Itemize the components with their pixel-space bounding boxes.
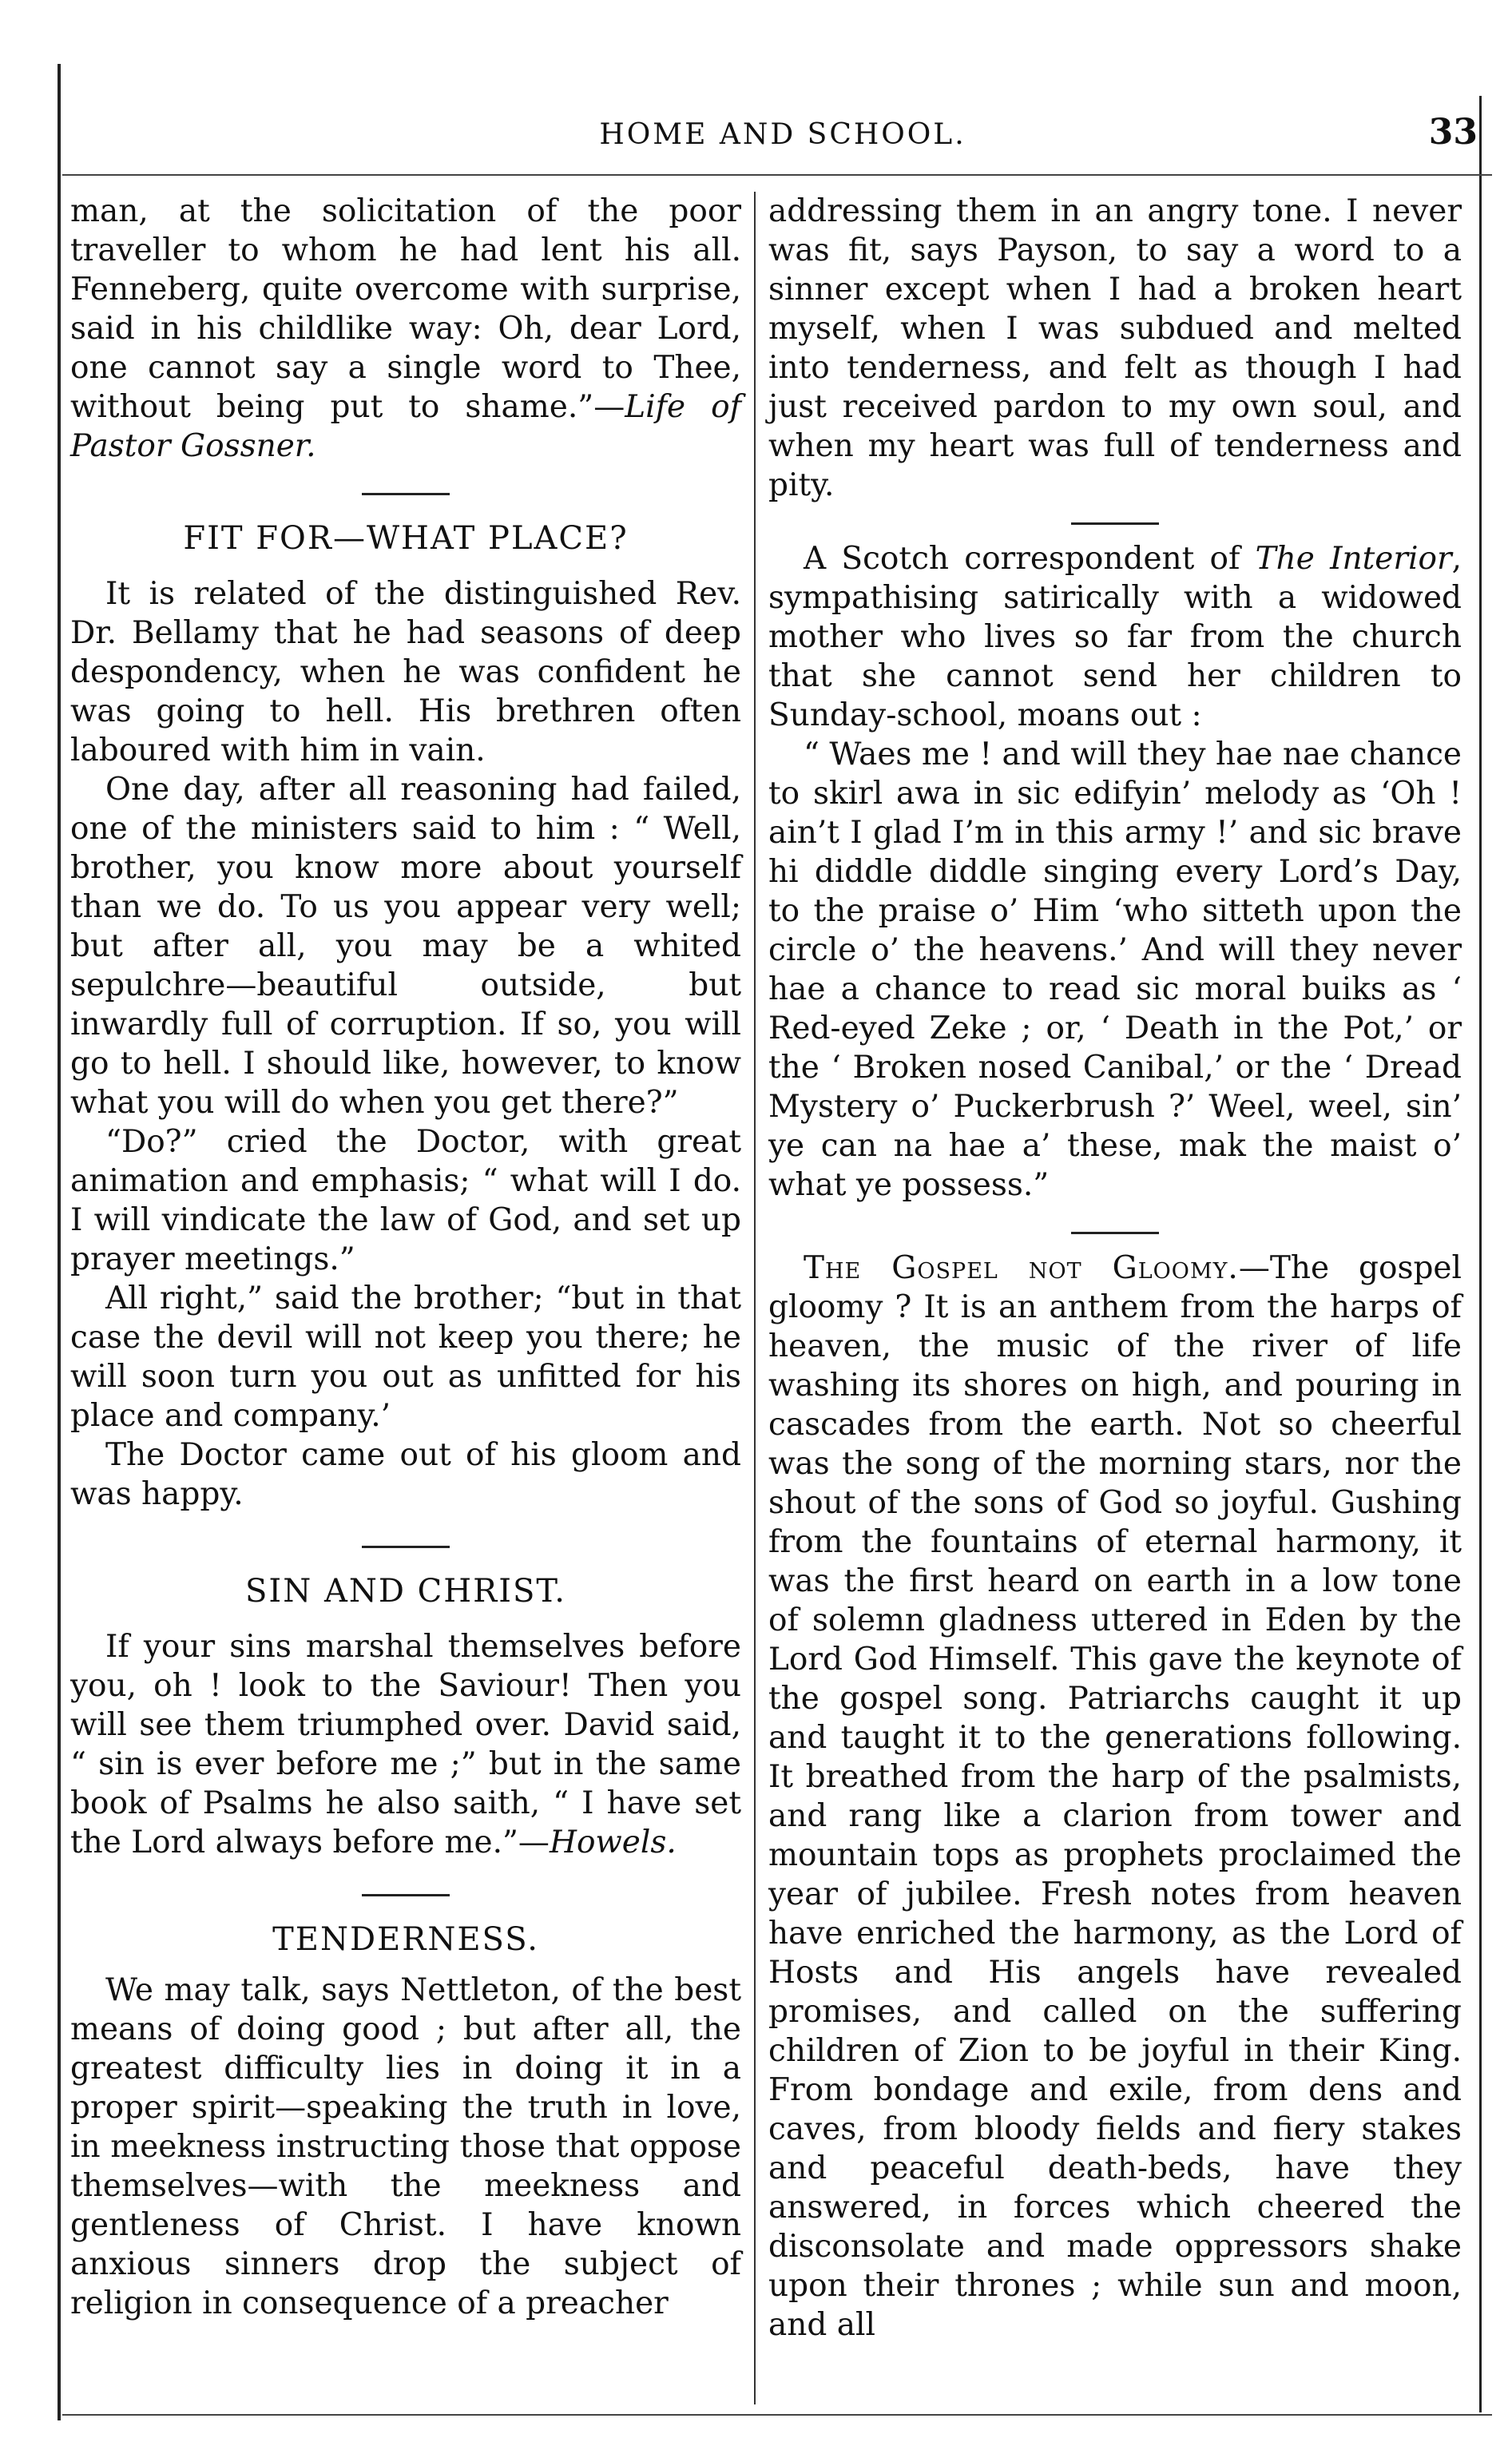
howels-citation: Howels. bbox=[549, 1825, 677, 1860]
the-interior-title: The Interior bbox=[1255, 541, 1452, 577]
gossner-citation: Life of Pastor Gossner. bbox=[70, 389, 742, 464]
gossner-paragraph: man, at the solicitation of the poor traveller to whom he had lent his all. Fenneberg, quite overcome with surprise, said in his childlike way: Oh, dear Lord, one cannot say a single word to Thee, without being put to shame.”—Life of Pastor Gossner. bbox=[70, 193, 742, 464]
right-column bbox=[768, 192, 1462, 2345]
running-title: HOME AND SCHOOL. bbox=[599, 118, 966, 151]
scotch-paragraph-1: A Scotch correspondent of The Interior, sympathising satirically with a widowed mother who lives so far from the church that she cannot send her children to Sunday-school, moans out : bbox=[768, 541, 1462, 733]
fit-paragraph-2: One day, after all reasoning had failed, one of the ministers said to him : “ Well, brother, you know more about yourself than we do. To us you appear very well; but after all, you may be a whited sepulchre—beautiful outside, but inwardly full of corruption. If so, you will go to hell. I should like, however, to know what you will do when you get there?” bbox=[70, 772, 741, 1121]
fit-paragraph-4: All right,” said the brother; “but in that case the devil will not keep you there; he will soon turn you out as unfitted for his place and company.’ bbox=[70, 1281, 741, 1434]
heading-sin-and-christ: SIN AND CHRIST. bbox=[245, 1573, 566, 1610]
tenderness-continued: addressing them in an angry tone. I never was fit, says Payson, to say a word to a sinner except when I had a broken heart myself, when I was subdued and melted into tenderness, and felt as though I had just received pardon to my own soul, and when my heart was full of tenderness and pity. bbox=[768, 193, 1462, 503]
page-number: 33 bbox=[1428, 112, 1478, 153]
scotch-paragraph-2: “ Waes me ! and will they hae nae chance to skirl awa in sic edifyin’ melody as ‘Oh ! ain’t I glad I’m in this army !’ and sic brave hi diddle diddle singing every Lord’s Day, to the praise o’ Him ‘who sitteth upon the circle o’ the heavens.’ And will they never hae a chance to read sic moral buiks as ‘ Red-eyed Zeke ; or, ‘ Death in the Pot,’ or the ‘ Broken nosed Canibal,’ or the ‘ Dread Mystery o’ Puckerbrush ?’ Weel, weel, sin’ ye can na hae a’ these, mak the maist o’ what ye possess.” bbox=[768, 737, 1462, 1203]
header-rule bbox=[62, 174, 1492, 176]
heading-fit-for-what-place: FIT FOR—WHAT PLACE? bbox=[183, 520, 629, 557]
heading-tenderness: TENDERNESS. bbox=[272, 1921, 539, 1958]
sin-paragraph: If your sins marshal themselves before you, oh ! look to the Saviour! Then you will see them triumphed over. David said, “ sin is ever before me ;” but in the same book of Psalms he also saith, “ I have set the Lord always before me.”—Howels. bbox=[70, 1629, 741, 1860]
tenderness-paragraph: We may talk, says Nettleton, of the best means of doing good ; but after all, the greatest difficulty lies in doing it in a proper spirit—speaking the truth in love, in meekness instructing those that oppose themselves—with the meekness and gentleness of Christ. I have known anxious sinners drop the subject of religion in consequence of a preacher bbox=[70, 1972, 741, 2321]
left-column bbox=[70, 192, 741, 2323]
fit-paragraph-1: It is related of the distinguished Rev. Dr. Bellamy that he had seasons of deep despondency, when he was confident he was going to hell. His brethren often laboured with him in vain. bbox=[70, 576, 741, 768]
section-divider bbox=[1071, 1232, 1159, 1234]
section-divider bbox=[362, 493, 450, 495]
section-divider bbox=[1071, 522, 1159, 525]
page-header bbox=[80, 112, 1486, 160]
fit-paragraph-5: The Doctor came out of his gloom and was happy. bbox=[70, 1437, 741, 1512]
right-page-border bbox=[1479, 96, 1482, 2412]
gospel-paragraph: The Gospel not Gloomy.—The gospel gloomy ? It is an anthem from the harps of heaven, the music of the river of life washing its shores on high, and pouring in cascades from the earth. Not so cheerful was the song of the morning stars, nor the shout of the sons of God so joyful. Gushing from the fountains of eternal harmony, it was the first heard on earth in a low tone of solemn gladness uttered in Eden by the Lord God Himself. This gave the keynote of the gospel song. Patriarchs caught it up and taught it to the generations following. It breathed from the harp of the psalmists, and rang like a clarion from tower and mountain tops as prophets proclaimed the year of jubilee. Fresh notes from heaven have enriched the harmony, as the Lord of Hosts and His angels have revealed promises, and called on the suffering children of Zion to be joyful in their King. From bondage and exile, from dens and caves, from bloody fields and fiery stakes and peaceful death-beds, have they answered, in forces which cheered the disconsolate and made oppressors shake upon their thrones ; while sun and moon, and all bbox=[768, 1250, 1462, 2343]
footer-rule bbox=[62, 2414, 1492, 2416]
section-divider bbox=[362, 1546, 450, 1548]
left-page-border bbox=[58, 64, 61, 2420]
fit-paragraph-3: “Do?” cried the Doctor, with great animation and emphasis; “ what will I do. I will vindicate the law of God, and set up prayer meetings.” bbox=[70, 1124, 741, 1277]
section-divider bbox=[362, 1894, 450, 1896]
gospel-run-in-title: The Gospel not Gloomy. bbox=[804, 1250, 1239, 1286]
column-divider bbox=[754, 192, 756, 2404]
